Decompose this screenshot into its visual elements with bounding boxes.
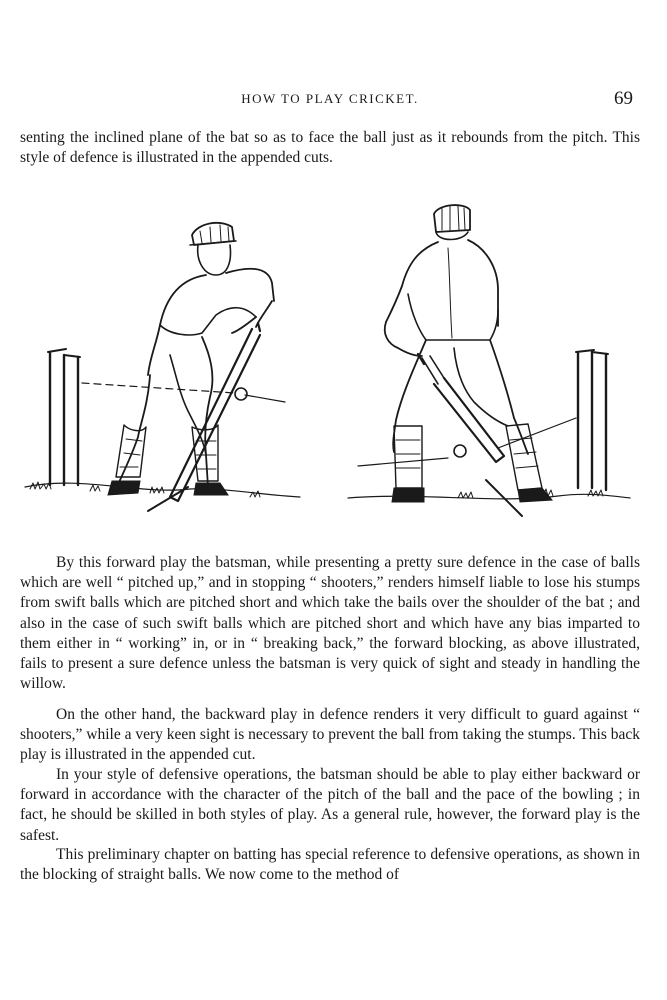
batsman-figure <box>385 205 552 502</box>
batsman-figure <box>108 223 274 501</box>
paragraph-continued: senting the inclined plane of the bat so as to face the ball just as it rebounds from the pitch. This style of defence is illustrated in the appended cuts. <box>20 129 640 167</box>
running-head <box>0 88 667 110</box>
wicket-icon <box>576 350 608 490</box>
page-number: 69 <box>614 88 633 109</box>
paragraph-forward-play: By this forward play the batsman, while presenting a pretty sure defence in the case of balls which are well “ pitched up,” and in stopping “ shooters,” renders himself liable to lose his stumps from swift balls which are pitched short and which take the bails over the shoulder of the bat ; and also in the case of such swift balls which are pitched short and which have any bias imparted to them either in “ working” in, or in “ breaking back,” the forward blocking, as above illustrated, fails to present a sure defence unless the batsman is very quick of sight and steady in handling the willow. <box>20 554 640 693</box>
running-title: HOW TO PLAY CRICKET. <box>241 91 419 106</box>
backward-defence-illustration-icon <box>338 198 638 523</box>
wicket-icon <box>48 349 80 485</box>
paragraph-preliminary-chapter: This preliminary chapter on batting has special reference to defensive operations, as shown in the blocking of straight balls. We now come to the method of <box>20 846 640 884</box>
paragraph-defensive-style: In your style of defensive operations, the batsman should be able to play either backward or forward in accordance with the character of the pitch of the ball and the pace of the bowling ; in fact, he should be skilled in both styles of play. As a general rule, however, the forward play is the safest. <box>20 766 640 844</box>
forward-defence-illustration-icon <box>20 205 315 525</box>
paragraph-backward-play: On the other hand, the backward play in defence renders it very difficult to guard against “ shooters,” while a very keen sight is necessary to prevent the ball from taking the stumps. This back play is illustrated in the appended cut. <box>20 706 640 764</box>
